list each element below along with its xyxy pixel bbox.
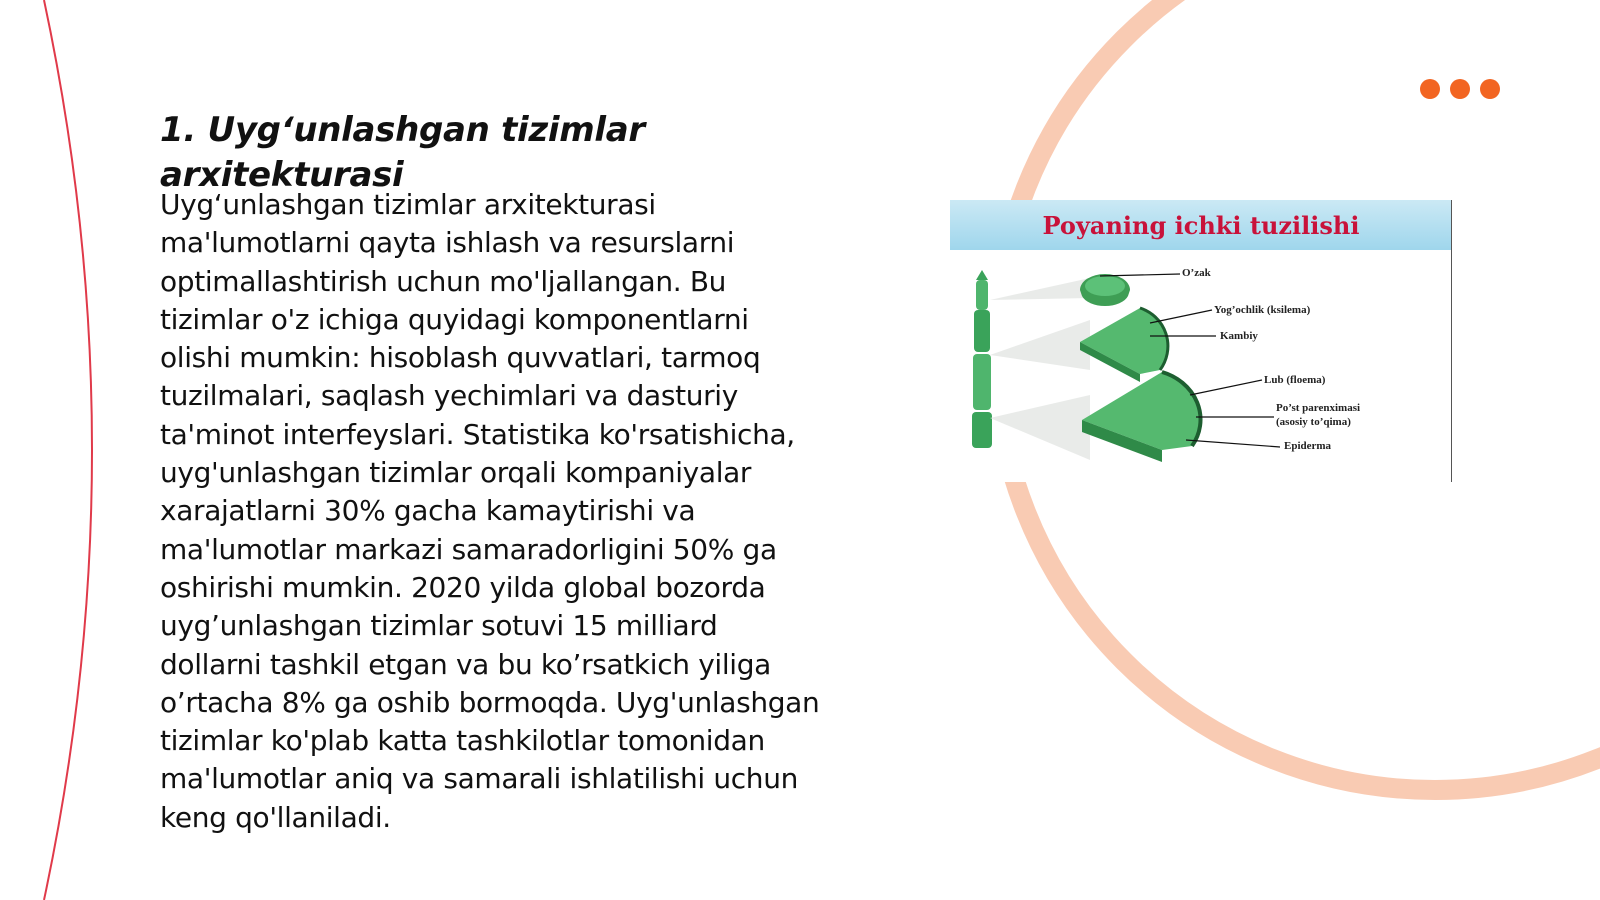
- label-ozak: O’zak: [1182, 267, 1211, 279]
- label-ksilema: Yog’ochlik (ksilema): [1214, 304, 1311, 316]
- label-kambiy: Kambiy: [1220, 330, 1258, 342]
- section-middle-icon: [1080, 308, 1168, 382]
- figure-title: Poyaning ichki tuzilishi: [950, 200, 1452, 250]
- stem-structure-figure: [950, 200, 1452, 482]
- plant-stem-icon: [972, 270, 992, 448]
- label-epiderma: Epiderma: [1284, 440, 1332, 452]
- label-parenxima: Po’st parenximasi: [1276, 402, 1361, 414]
- dot: [1480, 79, 1500, 99]
- section-bottom-icon: [1082, 372, 1201, 462]
- dot: [1450, 79, 1470, 99]
- label-floema: Lub (floema): [1264, 374, 1326, 386]
- dot: [1420, 79, 1440, 99]
- slide-title: 1. Uyg‘unlashgan tizimlar arxitekturasi: [160, 110, 645, 195]
- menu-dots-icon: [1420, 79, 1500, 99]
- left-accent-line: [44, 0, 92, 900]
- slide-body-text: Uyg‘unlashgan tizimlar arxitekturasi ma'lumotlarni qayta ishlash va resurslarni optimallashtirish uchun mo'ljallangan. Bu tizimlar o'z ichiga quyidagi komponentlarni olishi mumkin: hisoblash quvvatlari, tarmoq tuzilmalari, saqlash yechimlari va dasturiy ta'minot interfeyslari. Statistika ko'rsatishicha, uyg'unlashgan tizimlar orqali kompaniyalar xarajatlarni 30% gacha kamaytirishi va ma'lumotlar markazi samaradorligini 50% ga oshirishi mumkin. 2020 yilda global bozorda uyg’unlashgan tizimlar sotuvi 15 milliard dollarni tashkil etgan va bu ko’rsatkich yiliga o’rtacha 8% ga oshib bormoqda. Uyg'unlashgan tizimlar ko'plab katta tashkilotlar tomonidan ma'lumotlar aniq va samarali ishlatilishi uchun keng qo'llaniladi.: [160, 188, 820, 834]
- label-parenxima-sub: (asosiy to’qima): [1276, 416, 1351, 428]
- section-top-icon: [1080, 274, 1130, 306]
- stem-illustration: [950, 250, 1452, 482]
